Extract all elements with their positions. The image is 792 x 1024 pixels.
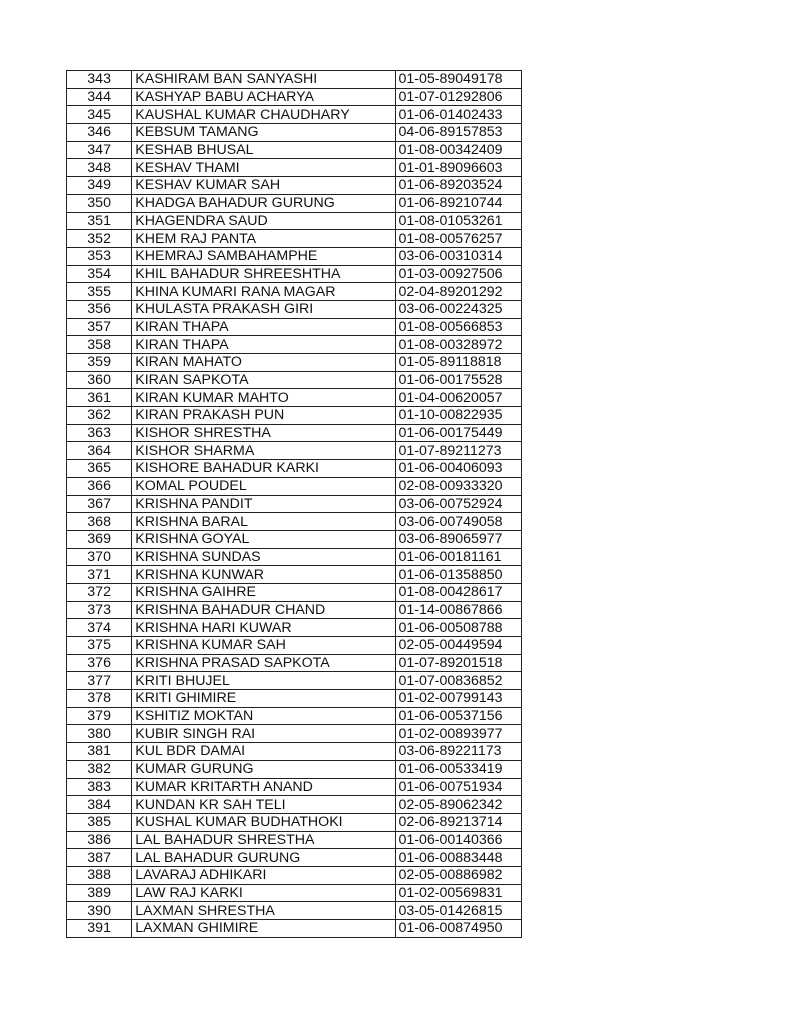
id-number-cell: 01-08-00328972	[396, 336, 522, 354]
name-cell: KUMAR GURUNG	[132, 760, 396, 778]
table-row	[67, 318, 522, 336]
serial-number-cell: 377	[67, 672, 132, 690]
id-number-cell: 03-06-00310314	[396, 247, 522, 265]
serial-number-cell: 381	[67, 743, 132, 761]
id-number-cell: 01-02-00569831	[396, 884, 522, 902]
table-row	[67, 124, 522, 142]
table-row	[67, 690, 522, 708]
id-number-cell: 02-04-89201292	[396, 283, 522, 301]
name-cell: KSHITIZ MOKTAN	[132, 707, 396, 725]
serial-number-cell: 374	[67, 619, 132, 637]
id-number-cell: 03-06-89065977	[396, 530, 522, 548]
table-row	[67, 831, 522, 849]
id-number-cell: 01-06-01402433	[396, 106, 522, 124]
name-cell: LAXMAN GHIMIRE	[132, 920, 396, 938]
serial-number-cell: 382	[67, 760, 132, 778]
serial-number-cell: 359	[67, 354, 132, 372]
serial-number-cell: 389	[67, 884, 132, 902]
serial-number-cell: 387	[67, 849, 132, 867]
id-number-cell: 02-08-00933320	[396, 477, 522, 495]
serial-number-cell: 368	[67, 513, 132, 531]
name-cell: KRISHNA HARI KUWAR	[132, 619, 396, 637]
serial-number-cell: 375	[67, 637, 132, 655]
table-row	[67, 796, 522, 814]
name-cell: KRISHNA BARAL	[132, 513, 396, 531]
name-cell: LAL BAHADUR GURUNG	[132, 849, 396, 867]
name-cell: KRISHNA KUMAR SAH	[132, 637, 396, 655]
id-number-cell: 02-06-89213714	[396, 813, 522, 831]
name-cell: KESHAV THAMI	[132, 159, 396, 177]
table-body	[67, 71, 522, 938]
table-row	[67, 230, 522, 248]
table-row	[67, 743, 522, 761]
table-row	[67, 336, 522, 354]
id-number-cell: 01-03-00927506	[396, 265, 522, 283]
name-cell: KIRAN KUMAR MAHTO	[132, 389, 396, 407]
id-number-cell: 01-02-00799143	[396, 690, 522, 708]
table-row	[67, 637, 522, 655]
table-row	[67, 601, 522, 619]
serial-number-cell: 349	[67, 177, 132, 195]
table-row	[67, 583, 522, 601]
table-row	[67, 177, 522, 195]
table-row	[67, 902, 522, 920]
serial-number-cell: 343	[67, 71, 132, 89]
name-cell: KHEMRAJ SAMBAHAMPHE	[132, 247, 396, 265]
name-cell: KOMAL POUDEL	[132, 477, 396, 495]
name-cell: KIRAN MAHATO	[132, 354, 396, 372]
name-cell: KRITI GHIMIRE	[132, 690, 396, 708]
table-row	[67, 371, 522, 389]
table-row	[67, 884, 522, 902]
serial-number-cell: 373	[67, 601, 132, 619]
table-row	[67, 106, 522, 124]
name-cell: KHIL BAHADUR SHREESHTHA	[132, 265, 396, 283]
name-list-table	[66, 70, 522, 938]
id-number-cell: 02-05-00886982	[396, 866, 522, 884]
serial-number-cell: 391	[67, 920, 132, 938]
id-number-cell: 01-02-00893977	[396, 725, 522, 743]
table-row	[67, 354, 522, 372]
id-number-cell: 01-06-89203524	[396, 177, 522, 195]
name-cell: KASHYAP BABU ACHARYA	[132, 88, 396, 106]
table-row	[67, 247, 522, 265]
table-row	[67, 530, 522, 548]
table-row	[67, 707, 522, 725]
table-row	[67, 424, 522, 442]
id-number-cell: 02-05-00449594	[396, 637, 522, 655]
id-number-cell: 01-06-00508788	[396, 619, 522, 637]
serial-number-cell: 348	[67, 159, 132, 177]
name-cell: KHEM RAJ PANTA	[132, 230, 396, 248]
table-row	[67, 71, 522, 89]
id-number-cell: 01-06-01358850	[396, 566, 522, 584]
name-cell: KIRAN PRAKASH PUN	[132, 407, 396, 425]
table-row	[67, 300, 522, 318]
name-cell: KRISHNA GOYAL	[132, 530, 396, 548]
serial-number-cell: 363	[67, 424, 132, 442]
id-number-cell: 01-04-00620057	[396, 389, 522, 407]
serial-number-cell: 346	[67, 124, 132, 142]
name-cell: KASHIRAM BAN SANYASHI	[132, 71, 396, 89]
table-row	[67, 407, 522, 425]
id-number-cell: 01-08-00428617	[396, 583, 522, 601]
serial-number-cell: 383	[67, 778, 132, 796]
id-number-cell: 01-07-89201518	[396, 654, 522, 672]
id-number-cell: 01-08-01053261	[396, 212, 522, 230]
serial-number-cell: 352	[67, 230, 132, 248]
serial-number-cell: 380	[67, 725, 132, 743]
serial-number-cell: 362	[67, 407, 132, 425]
table-row	[67, 866, 522, 884]
table-row	[67, 265, 522, 283]
name-cell: KAUSHAL KUMAR CHAUDHARY	[132, 106, 396, 124]
serial-number-cell: 365	[67, 460, 132, 478]
table-row	[67, 141, 522, 159]
table-row	[67, 760, 522, 778]
id-number-cell: 01-10-00822935	[396, 407, 522, 425]
id-number-cell: 01-08-00566853	[396, 318, 522, 336]
serial-number-cell: 369	[67, 530, 132, 548]
id-number-cell: 01-01-89096603	[396, 159, 522, 177]
name-cell: KIRAN SAPKOTA	[132, 371, 396, 389]
serial-number-cell: 371	[67, 566, 132, 584]
table-row	[67, 654, 522, 672]
id-number-cell: 01-06-00175528	[396, 371, 522, 389]
serial-number-cell: 372	[67, 583, 132, 601]
id-number-cell: 01-06-00181161	[396, 548, 522, 566]
id-number-cell: 03-05-01426815	[396, 902, 522, 920]
name-cell: KISHORE BAHADUR KARKI	[132, 460, 396, 478]
name-cell: KISHOR SHARMA	[132, 442, 396, 460]
serial-number-cell: 361	[67, 389, 132, 407]
name-cell: KUL BDR DAMAI	[132, 743, 396, 761]
id-number-cell: 02-05-89062342	[396, 796, 522, 814]
name-cell: KESHAV KUMAR SAH	[132, 177, 396, 195]
name-cell: KRISHNA PANDIT	[132, 495, 396, 513]
id-number-cell: 01-14-00867866	[396, 601, 522, 619]
serial-number-cell: 379	[67, 707, 132, 725]
name-cell: KESHAB BHUSAL	[132, 141, 396, 159]
name-cell: KEBSUM TAMANG	[132, 124, 396, 142]
serial-number-cell: 351	[67, 212, 132, 230]
name-cell: LAVARAJ ADHIKARI	[132, 866, 396, 884]
table-row	[67, 548, 522, 566]
id-number-cell: 03-06-00749058	[396, 513, 522, 531]
table-row	[67, 778, 522, 796]
name-cell: KUMAR KRITARTH ANAND	[132, 778, 396, 796]
table-row	[67, 920, 522, 938]
name-cell: KISHOR SHRESTHA	[132, 424, 396, 442]
table-row	[67, 813, 522, 831]
id-number-cell: 01-06-00874950	[396, 920, 522, 938]
serial-number-cell: 364	[67, 442, 132, 460]
table-row	[67, 442, 522, 460]
id-number-cell: 03-06-00752924	[396, 495, 522, 513]
serial-number-cell: 367	[67, 495, 132, 513]
name-cell: KRISHNA SUNDAS	[132, 548, 396, 566]
serial-number-cell: 366	[67, 477, 132, 495]
name-cell: KRISHNA KUNWAR	[132, 566, 396, 584]
serial-number-cell: 388	[67, 866, 132, 884]
serial-number-cell: 347	[67, 141, 132, 159]
id-number-cell: 03-06-89221173	[396, 743, 522, 761]
name-cell: KHULASTA PRAKASH GIRI	[132, 300, 396, 318]
table-row	[67, 194, 522, 212]
id-number-cell: 01-06-00751934	[396, 778, 522, 796]
name-cell: LAW RAJ KARKI	[132, 884, 396, 902]
serial-number-cell: 385	[67, 813, 132, 831]
id-number-cell: 01-06-00406093	[396, 460, 522, 478]
id-number-cell: 01-05-89049178	[396, 71, 522, 89]
serial-number-cell: 358	[67, 336, 132, 354]
table-row	[67, 477, 522, 495]
serial-number-cell: 345	[67, 106, 132, 124]
id-number-cell: 01-06-00533419	[396, 760, 522, 778]
name-cell: LAL BAHADUR SHRESTHA	[132, 831, 396, 849]
serial-number-cell: 356	[67, 300, 132, 318]
serial-number-cell: 344	[67, 88, 132, 106]
id-number-cell: 04-06-89157853	[396, 124, 522, 142]
name-cell: KHAGENDRA SAUD	[132, 212, 396, 230]
table-row	[67, 619, 522, 637]
table-row	[67, 672, 522, 690]
name-cell: KIRAN THAPA	[132, 318, 396, 336]
name-cell: KUBIR SINGH RAI	[132, 725, 396, 743]
serial-number-cell: 376	[67, 654, 132, 672]
serial-number-cell: 386	[67, 831, 132, 849]
serial-number-cell: 355	[67, 283, 132, 301]
table-row	[67, 88, 522, 106]
table-row	[67, 566, 522, 584]
name-cell: KRITI BHUJEL	[132, 672, 396, 690]
serial-number-cell: 357	[67, 318, 132, 336]
id-number-cell: 01-08-00342409	[396, 141, 522, 159]
serial-number-cell: 390	[67, 902, 132, 920]
id-number-cell: 01-06-00883448	[396, 849, 522, 867]
id-number-cell: 01-06-00537156	[396, 707, 522, 725]
name-cell: KRISHNA PRASAD SAPKOTA	[132, 654, 396, 672]
name-cell: KUSHAL KUMAR BUDHATHOKI	[132, 813, 396, 831]
serial-number-cell: 353	[67, 247, 132, 265]
serial-number-cell: 360	[67, 371, 132, 389]
name-cell: KHADGA BAHADUR GURUNG	[132, 194, 396, 212]
id-number-cell: 01-06-89210744	[396, 194, 522, 212]
name-cell: KRISHNA BAHADUR CHAND	[132, 601, 396, 619]
serial-number-cell: 350	[67, 194, 132, 212]
id-number-cell: 01-07-00836852	[396, 672, 522, 690]
name-cell: KRISHNA GAIHRE	[132, 583, 396, 601]
id-number-cell: 03-06-00224325	[396, 300, 522, 318]
id-number-cell: 01-06-00140366	[396, 831, 522, 849]
table-row	[67, 725, 522, 743]
table-row	[67, 460, 522, 478]
serial-number-cell: 378	[67, 690, 132, 708]
table-row	[67, 212, 522, 230]
table-row	[67, 283, 522, 301]
table-row	[67, 513, 522, 531]
serial-number-cell: 370	[67, 548, 132, 566]
serial-number-cell: 384	[67, 796, 132, 814]
id-number-cell: 01-05-89118818	[396, 354, 522, 372]
id-number-cell: 01-06-00175449	[396, 424, 522, 442]
table-row	[67, 849, 522, 867]
table-row	[67, 159, 522, 177]
name-cell: KIRAN THAPA	[132, 336, 396, 354]
name-cell: KUNDAN KR SAH TELI	[132, 796, 396, 814]
table-row	[67, 495, 522, 513]
id-number-cell: 01-07-89211273	[396, 442, 522, 460]
name-cell: KHINA KUMARI RANA MAGAR	[132, 283, 396, 301]
name-cell: LAXMAN SHRESTHA	[132, 902, 396, 920]
serial-number-cell: 354	[67, 265, 132, 283]
table-row	[67, 389, 522, 407]
id-number-cell: 01-07-01292806	[396, 88, 522, 106]
id-number-cell: 01-08-00576257	[396, 230, 522, 248]
